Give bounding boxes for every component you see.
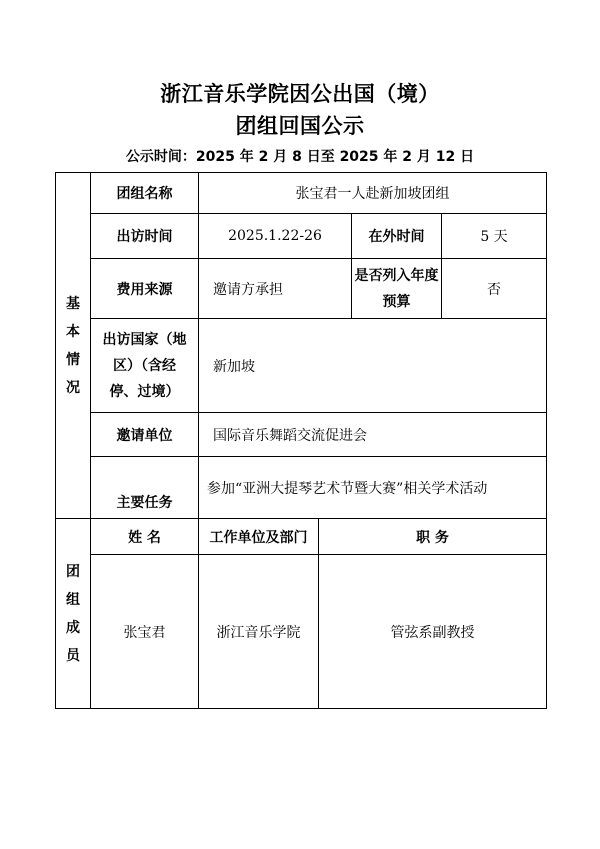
visit-time-label: 出访时间 xyxy=(91,214,199,259)
row-group-name xyxy=(56,173,547,214)
member-name: 张宝君 xyxy=(91,555,199,709)
group-name-label: 团组名称 xyxy=(91,173,199,214)
task-label: 主要任务 xyxy=(91,457,199,519)
abroad-time-label: 在外时间 xyxy=(352,214,442,259)
publish-time: 公示时间：2025 年 2 月 8 日至 2025 年 2 月 12 日 xyxy=(125,149,475,165)
task-value: 参加“亚洲大提琴艺术节暨大赛”相关学术活动 xyxy=(199,457,547,519)
disclosure-form-table xyxy=(55,172,547,709)
row-visit-time xyxy=(56,214,547,259)
member-unit: 浙江音乐学院 xyxy=(199,555,319,709)
table-row xyxy=(56,555,547,709)
row-inviter xyxy=(56,413,547,457)
abroad-time-value: 5 天 xyxy=(442,214,547,259)
funding-label: 费用来源 xyxy=(91,259,199,319)
member-position: 管弦系副教授 xyxy=(319,555,547,709)
inviter-label: 邀请单位 xyxy=(91,413,199,457)
row-country xyxy=(56,319,547,413)
country-value: 新加坡 xyxy=(199,319,547,413)
budget-label: 是否列入年度 预算 xyxy=(352,259,442,319)
column-header-name: 姓 名 xyxy=(91,519,199,555)
visit-time-value: 2025.1.22-26 xyxy=(199,214,352,259)
section-label-basic: 基 本 情 况 xyxy=(56,173,91,519)
inviter-value: 国际音乐舞蹈交流促进会 xyxy=(199,413,547,457)
document-title-line1: 浙江音乐学院因公出国（境） xyxy=(160,82,440,106)
row-task xyxy=(56,457,547,519)
budget-value: 否 xyxy=(442,259,547,319)
group-name-value: 张宝君一人赴新加坡团组 xyxy=(199,173,547,214)
column-header-unit: 工作单位及部门 xyxy=(199,519,319,555)
row-members-header xyxy=(56,519,547,555)
country-label: 出访国家（地 区）（含经 停、过境） xyxy=(91,319,199,413)
column-header-position: 职 务 xyxy=(319,519,547,555)
section-label-members: 团 组 成 员 xyxy=(56,519,91,709)
document-title-line2: 团组回国公示 xyxy=(235,114,365,138)
funding-value: 邀请方承担 xyxy=(199,259,352,319)
row-funding xyxy=(56,259,547,319)
